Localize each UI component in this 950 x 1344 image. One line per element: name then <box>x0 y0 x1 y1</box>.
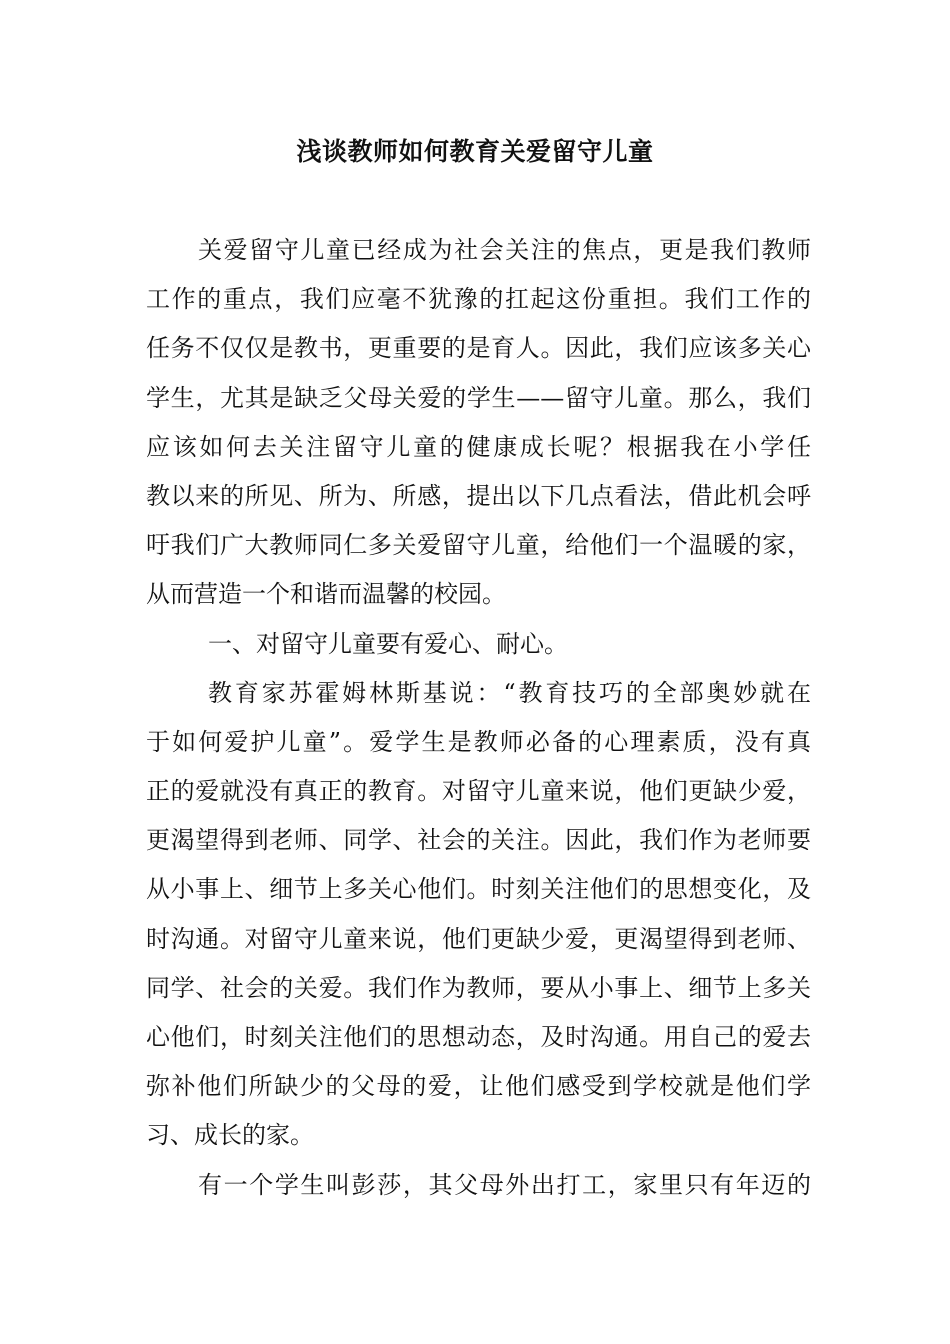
paragraph-line: 弥补他们所缺少的父母的爱，让他们感受到学校就是他们学 <box>146 1072 811 1101</box>
paragraph-line: 心他们，时刻关注他们的思想动态，及时沟通。用自己的爱去 <box>146 1023 811 1051</box>
paragraph-line: 习、成长的家。 <box>146 1121 314 1150</box>
paragraph-line: 有一个学生叫彭莎，其父母外出打工，家里只有年迈的 <box>198 1170 811 1199</box>
paragraph-line: 关爱留守儿童已经成为社会关注的焦点，更是我们教师 <box>198 236 811 264</box>
section-heading: 一、对留守儿童要有爱心、耐心。 <box>208 629 568 658</box>
paragraph-line: 于如何爱护儿童”。爱学生是教师必备的心理素质，没有真 <box>146 727 811 756</box>
paragraph-line: 任务不仅仅是教书，更重要的是育人。因此，我们应该多关心 <box>146 334 811 363</box>
paragraph-line: 应该如何去关注留守儿童的健康成长呢？根据我在小学任 <box>146 432 811 461</box>
paragraph-line: 更渴望得到老师、同学、社会的关注。因此，我们作为老师要 <box>146 826 811 855</box>
paragraph-line: 从而营造一个和谐而温馨的校园。 <box>146 580 506 609</box>
document-title: 浅谈教师如何教育关爱留守儿童 <box>296 137 654 166</box>
paragraph-line: 学生，尤其是缺乏父母关爱的学生——留守儿童。那么，我们 <box>146 383 811 412</box>
paragraph-line: 从小事上、细节上多关心他们。时刻关注他们的思想变化，及 <box>146 875 811 904</box>
paragraph-line: 同学、社会的关爱。我们作为教师，要从小事上、细节上多关 <box>146 973 811 1002</box>
paragraph-line: 吁我们广大教师同仁多关爱留守儿童，给他们一个温暖的家， <box>146 531 811 560</box>
paragraph-line: 正的爱就没有真正的教育。对留守儿童来说，他们更缺少爱， <box>146 777 811 806</box>
paragraph-line: 时沟通。对留守儿童来说，他们更缺少爱，更渴望得到老师、 <box>146 924 811 953</box>
document-body <box>146 226 811 1210</box>
paragraph-line: 教育家苏霍姆林斯基说：“教育技巧的全部奥妙就在 <box>208 678 811 707</box>
paragraph-line: 教以来的所见、所为、所感，提出以下几点看法，借此机会呼 <box>146 481 811 510</box>
paragraph-line: 工作的重点，我们应毫不犹豫的扛起这份重担。我们工作的 <box>146 285 811 314</box>
